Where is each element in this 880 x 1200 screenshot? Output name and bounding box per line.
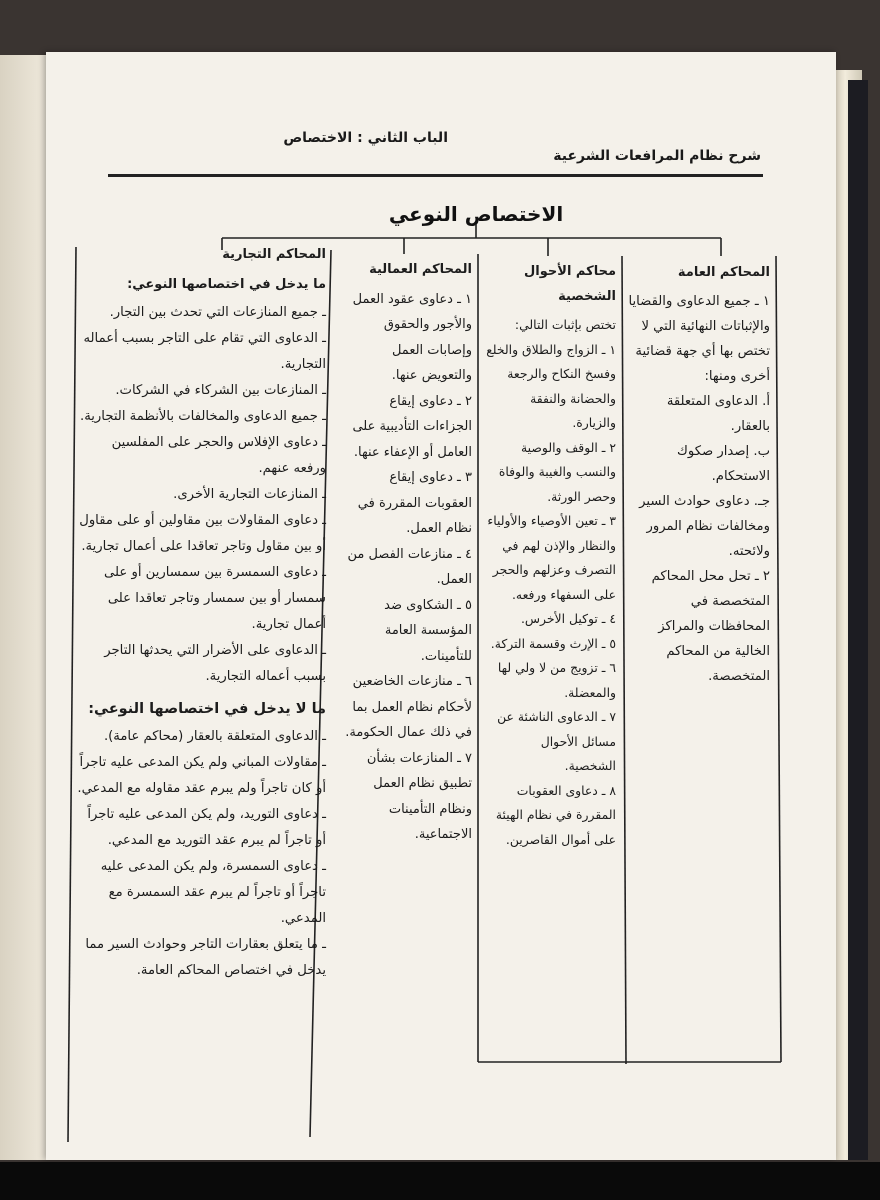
list-item: ـ دعاوى الإفلاس والحجر على المفلسين ورفعه عنهم. bbox=[111, 435, 326, 476]
column-commercial-courts bbox=[76, 242, 326, 984]
list-item: تختص بإثبات التالي: bbox=[514, 317, 616, 332]
book-page bbox=[46, 52, 836, 1160]
list-item: ٧ ـ الدعاوى الناشئة عن مسائل الأحوال الشخصية. bbox=[497, 709, 616, 773]
column-heading: محاكم الأحوال الشخصية bbox=[524, 264, 616, 304]
list-item: ـ دعاوى السمسرة بين سمسارين أو على سمسار أو بين سمسار وتاجر تعاقدا على أعمال تجارية. bbox=[104, 565, 326, 632]
list-item: ـ المنازعات التجارية الأخرى. bbox=[173, 487, 326, 502]
column-heading: المحاكم التجارية bbox=[222, 247, 326, 262]
list-item: ٢ ـ دعاوى إيقاع الجزاءات التأديبية على العامل أو الإعفاء عنها. bbox=[352, 393, 472, 460]
list-item: ٦ ـ منازعات الخاضعين لأحكام نظام العمل بما في ذلك عمال الحكومة. bbox=[345, 674, 472, 740]
list-item: ـ الدعاوى على الأضرار التي يحدثها التاجر بسبب أعماله التجارية. bbox=[104, 643, 326, 684]
list-item: ٣ ـ تعين الأوصياء والأولياء والنظار والإذن لهم في التصرف وعزلهم والحجر على السفهاء ورفعه. bbox=[487, 513, 616, 602]
list-item: ـ المنازعات بين الشركاء في الشركات. bbox=[115, 383, 326, 398]
book-title-header: شرح نظام المرافعات الشرعية bbox=[553, 148, 761, 164]
list-item: ٣ ـ دعاوى إيقاع العقوبات المقررة في نظام العمل. bbox=[357, 470, 472, 536]
column-general-courts bbox=[628, 260, 770, 689]
list-item: جـ. دعاوى حوادث السير ومخالفات نظام المرور ولائحته. bbox=[639, 494, 770, 559]
column-heading: المحاكم العمالية bbox=[369, 262, 472, 277]
list-item: ١ ـ دعاوى عقود العمل والأجور والحقوق وإصابات العمل والتعويض عنها. bbox=[352, 291, 472, 383]
diagram-title: الاختصاص النوعي bbox=[388, 202, 564, 226]
list-item: ـ دعاوى المقاولات بين مقاولين أو على مقاول أو بين مقاول وتاجر تعاقدا على أعمال تجارية. bbox=[79, 513, 326, 554]
list-item: ـ الدعاوى المتعلقة بالعقار (محاكم عامة). bbox=[103, 729, 326, 744]
included-heading: ما يدخل في اختصاصها النوعي: bbox=[127, 277, 326, 292]
list-item: أ. الدعاوى المتعلقة بالعقار. bbox=[666, 394, 770, 434]
screen-bottom-bar bbox=[0, 1162, 880, 1200]
book-cover-edge bbox=[848, 80, 868, 1160]
column-divider-3 bbox=[622, 256, 626, 1064]
column-divider-left bbox=[68, 247, 76, 1142]
list-item: ٧ ـ المنازعات بشأن تطبيق نظام العمل ونظام التأمينات الاجتماعية. bbox=[366, 750, 472, 842]
list-item: ـ دعاوى السمسرة، ولم يكن المدعى عليه تاجراً أو تاجراً لم يبرم عقد السمسرة مع المدعي. bbox=[100, 859, 326, 926]
list-item: ١ ـ الزواج والطلاق والخلع وفسخ النكاح والرجعة والحضانة والنفقة والزيارة. bbox=[486, 341, 616, 430]
list-item: ـ ما يتعلق بعقارات التاجر وحوادث السير مما يدخل في اختصاص المحاكم العامة. bbox=[85, 937, 326, 978]
list-item: ـ جميع الدعاوى والمخالفات بالأنظمة التجارية. bbox=[80, 409, 326, 424]
list-item: ـ دعاوى التوريد، ولم يكن المدعى عليه تاجراً أو تاجراً لم يبرم عقد التوريد مع المدعي. bbox=[87, 807, 326, 848]
left-page-edge bbox=[0, 55, 48, 1160]
list-item: ٤ ـ منازعات الفصل من العمل. bbox=[347, 546, 472, 587]
list-item: ١ ـ جميع الدعاوى والقضايا والإثباتات النهائية التي لا تختص بها أي جهة قضائية أخرى ومنها: bbox=[628, 294, 770, 384]
list-item: ٤ ـ توكيل الأخرس. bbox=[520, 611, 616, 626]
list-item: ٨ ـ دعاوى العقوبات المقررة في نظام الهيئة على أموال القاصرين. bbox=[495, 782, 616, 847]
list-item: ـ مقاولات المباني ولم يكن المدعى عليه تاجراً أو كان تاجراً ولم يبرم عقد مقاوله مع المدعي. bbox=[77, 755, 326, 796]
excluded-heading: ما لا يدخل في اختصاصها النوعي: bbox=[88, 701, 326, 717]
list-item: ٢ ـ الوقف والوصية والنسب والغيبة والوفاة وحصر الورثة. bbox=[498, 439, 616, 504]
list-item: ٥ ـ الإرث وقسمة التركة. bbox=[490, 635, 616, 651]
list-item: ـ جميع المنازعات التي تحدث بين التجار. bbox=[109, 305, 326, 320]
list-item: ٢ ـ تحل محل المحاكم المتخصصة في المحافظات والمراكز الخالية من المحاكم المتخصصة. bbox=[651, 569, 770, 684]
column-heading: المحاكم العامة bbox=[677, 265, 770, 280]
column-personal-status-courts bbox=[486, 260, 616, 852]
list-item: ٦ ـ تزويج من لا ولي لها والمعضلة. bbox=[497, 660, 616, 700]
chapter-header: الباب الثاني : الاختصاص bbox=[283, 130, 448, 146]
list-item: ٥ ـ الشكاوى ضد المؤسسة العامة للتأمينات. bbox=[384, 597, 472, 664]
list-item: ـ الدعاوى التي تقام على التاجر بسبب أعماله التجارية. bbox=[83, 331, 326, 372]
list-item: ب. إصدار صكوك الاستحكام. bbox=[677, 444, 770, 484]
column-divider-right bbox=[776, 256, 781, 1062]
column-labor-courts bbox=[344, 257, 472, 848]
